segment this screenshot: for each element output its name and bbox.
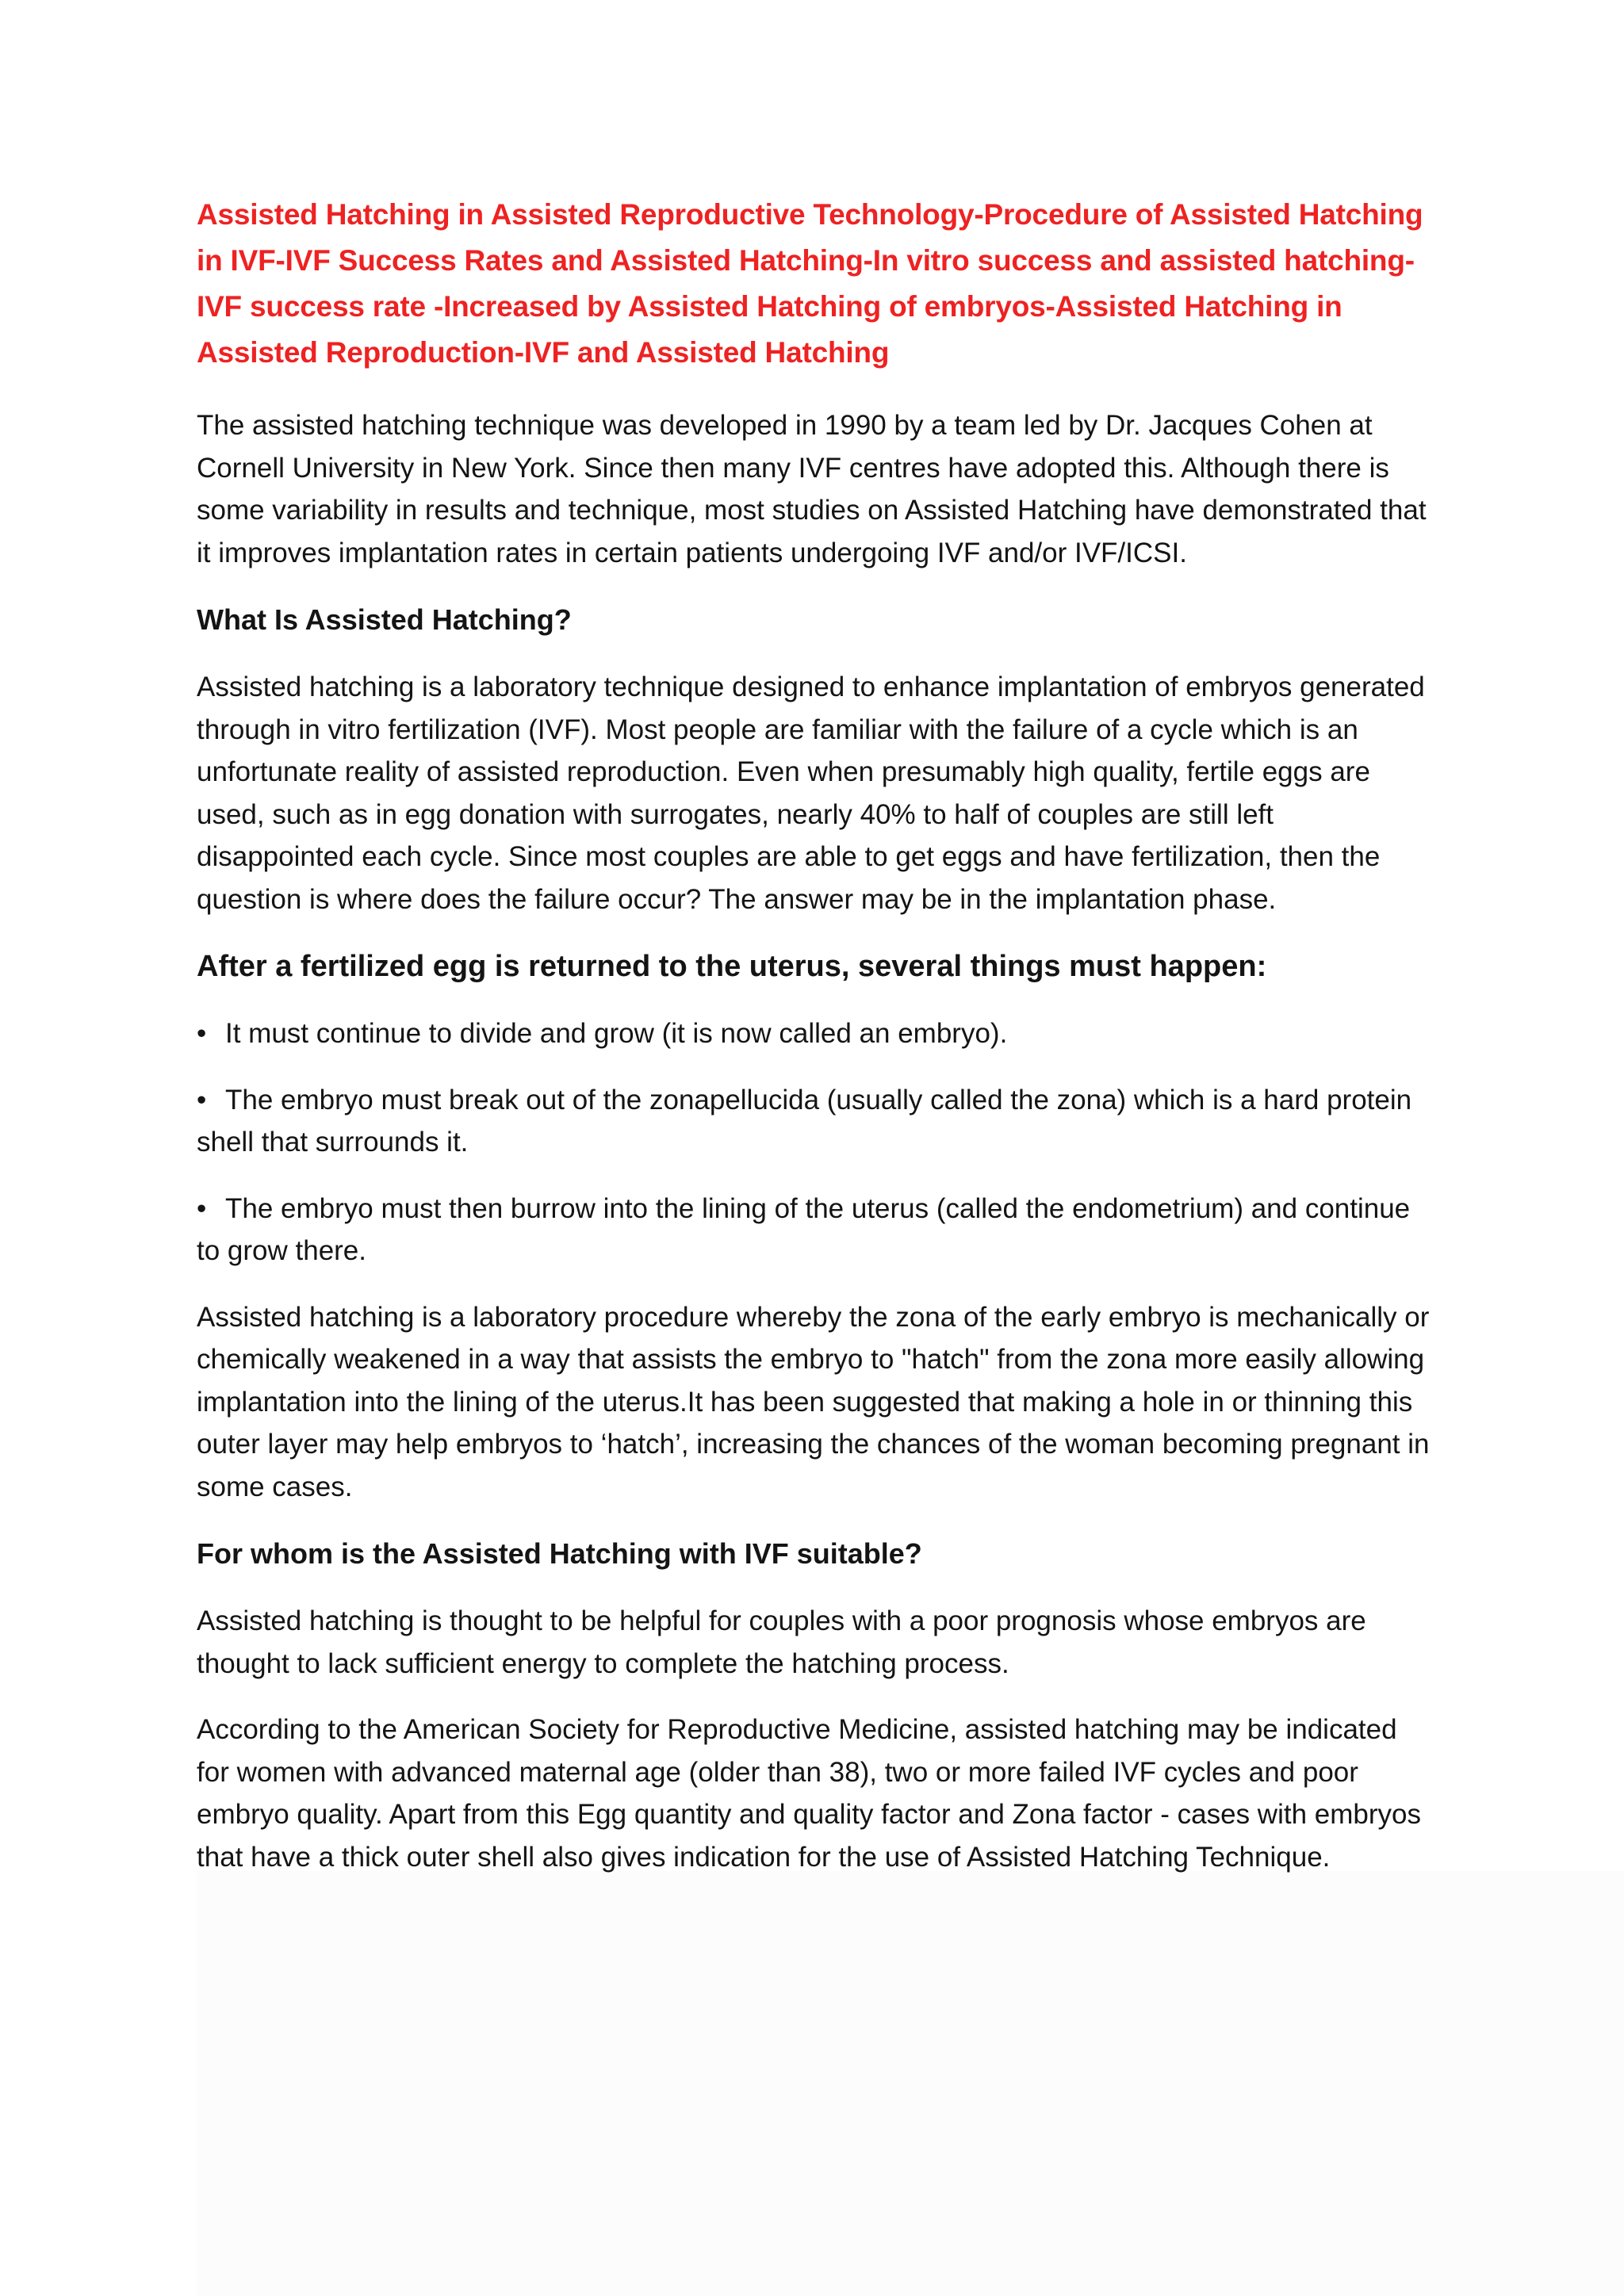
- bullet-text: The embryo must then burrow into the lining of the uterus (called the endometrium) and continue to grow there.: [197, 1192, 1411, 1266]
- bullet-icon: •: [197, 1192, 207, 1224]
- bullet-text: It must continue to divide and grow (it is now called an embryo).: [225, 1018, 1008, 1049]
- section-heading-for-whom: For whom is the Assisted Hatching with IVF suitable?: [197, 1537, 922, 1570]
- bullet-text: The embryo must break out of the zonapellucida (usually called the zona) which is a hard protein shell that surrounds it.: [197, 1084, 1412, 1158]
- intro-paragraph: The assisted hatching technique was developed in 1990 by a team led by Dr. Jacques Cohen at Cornell University in New York. Since then many IVF centres have adopted this. Although there is some variability in results and technique, most studies on Assisted Hatching have demonstrated that it improves implantation rates in certain patients undergoing IVF and/or IVF/ICSI.: [197, 410, 1427, 568]
- bullet-icon: •: [197, 1018, 207, 1049]
- section-heading-what-is: What Is Assisted Hatching?: [197, 603, 572, 636]
- page-shading: [197, 1871, 1624, 2296]
- bullet-item: [197, 1012, 1434, 1055]
- document-title: Assisted Hatching in Assisted Reproductive Technology-Procedure of Assisted Hatching in IVF-IVF Success Rates and Assisted Hatching-In vitro success and assisted hatching-IVF success rate -Increased by Assisted Hatching of embryos-Assisted Hatching in Assisted Reproduction-IVF and Assisted Hatching: [197, 198, 1423, 369]
- document-body: [197, 192, 1434, 1902]
- for-whom-paragraph-2: According to the American Society for Reproductive Medicine, assisted hatching may be indicated for women with advanced maternal age (older than 38), two or more failed IVF cycles and poor embryo quality. Apart from this Egg quantity and quality factor and Zona factor - cases with embryos that have a thick outer shell also gives indication for the use of Assisted Hatching Technique.: [197, 1714, 1421, 1873]
- procedure-paragraph: Assisted hatching is a laboratory procedure whereby the zona of the early embryo is mechanically or chemically weakened in a way that assists the embryo to "hatch" from the zona more easily allowing implantation into the lining of the uterus.It has been suggested that making a hole in or thinning this outer layer may help embryos to ‘hatch’, increasing the chances of the woman becoming pregnant in some cases.: [197, 1301, 1430, 1502]
- for-whom-paragraph-1: Assisted hatching is thought to be helpful for couples with a poor prognosis whose embryos are thought to lack sufficient energy to complete the hatching process.: [197, 1605, 1366, 1679]
- bullet-icon: •: [197, 1084, 207, 1115]
- what-is-paragraph: Assisted hatching is a laboratory technique designed to enhance implantation of embryos generated through in vitro fertilization (IVF). Most people are familiar with the failure of a cycle which is an unfortunate reality of assisted reproduction. Even when presumably high quality, fertile eggs are used, such as in egg donation with surrogates, nearly 40% to half of couples are still left disappointed each cycle. Since most couples are able to get eggs and have fertilization, then the question is where does the failure occur? The answer may be in the implantation phase.: [197, 672, 1425, 915]
- section-heading-after-fertilization: After a fertilized egg is returned to the uterus, several things must happen:: [197, 950, 1267, 983]
- bullet-item: [197, 1079, 1434, 1164]
- bullet-item: [197, 1188, 1434, 1272]
